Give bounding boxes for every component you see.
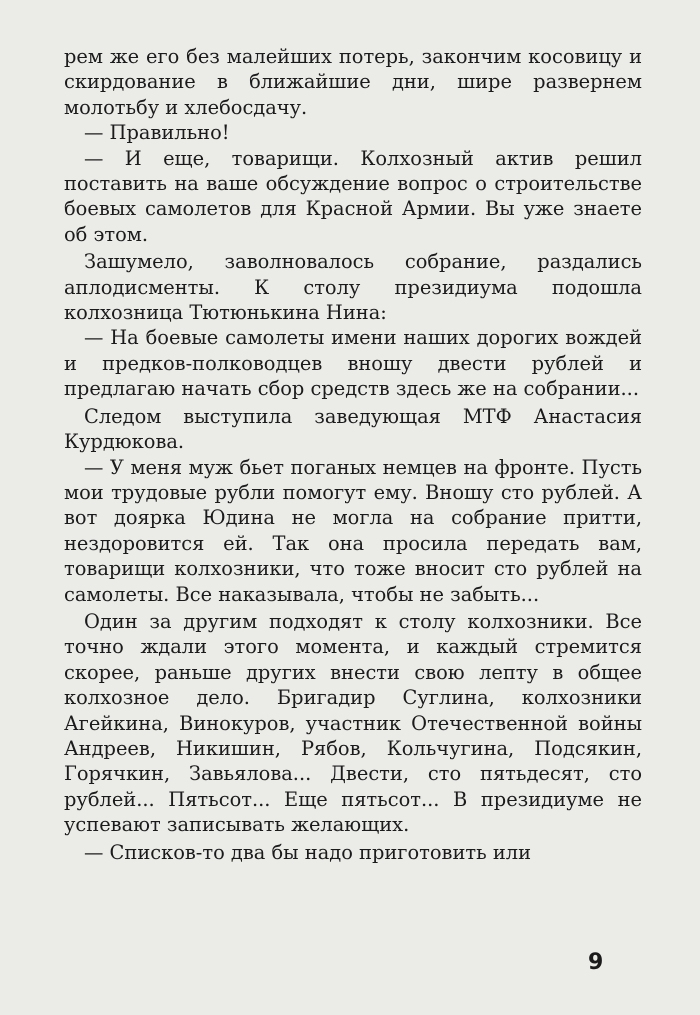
paragraph-aircraft-proposal: — И еще, товарищи. Колхозный актив решил поставить на ваше обсуждение вопрос о строительстве боевых самолетов для Красной Армии. Вы уже знаете об этом.	[64, 146, 642, 246]
paragraph-meeting-reaction: Зашумело, заволновалось собрание, раздались аплодисменты. К столу президиума подошла колхозница Тютюнькина Нина:	[64, 250, 642, 325]
paragraph-reply-correct: — Правильно!	[84, 121, 230, 145]
paragraph-kurdyukova-speech: — У меня муж бьет поганых немцев на фронте. Пусть мои трудовые рубли помогут ему. Вношу сто рублей. А вот доярка Юдина не могла на собрание притти, нездоровится ей. Так она просила передать вам, товарищи колхозники, что тоже вносит сто рублей на самолеты. Все наказывала, чтобы не забыть...	[64, 455, 642, 606]
paragraph-lists-remark: — Списков-то два бы надо приготовить или	[84, 840, 531, 864]
page-text	[64, 44, 642, 865]
paragraph-collective-donations: Один за другим подходят к столу колхозники. Все точно ждали этого момента, и каждый стремится скорее, раньше других внести свою лепту в общее колхозное дело. Бригадир Суглина, колхозники Агейкина, Винокуров, участник Отечественной войны Андреев, Никишин, Рябов, Кольчугина, Подсякин, Горячкин, Завьялова... Двести, сто пятьдесят, сто рублей... Пятьсот... Еще пятьсот... В президиуме не успевают записывать желающих.	[64, 609, 642, 837]
paragraph-continuation: рем же его без малейших потерь, закончим косовицу и скирдование в ближайшие дни, шире развернем молотьбу и хлебосдачу.	[64, 45, 642, 119]
page-number: 9	[588, 950, 604, 975]
paragraph-tyutyunkina-speech: — На боевые самолеты имени наших дорогих вождей и предков-полководцев вношу двести рублей и предлагаю начать сбор средств здесь же на собрании...	[64, 326, 642, 401]
paragraph-kurdyukova-intro: Следом выступила заведующая МТФ Анастасия Курдюкова.	[64, 404, 642, 454]
